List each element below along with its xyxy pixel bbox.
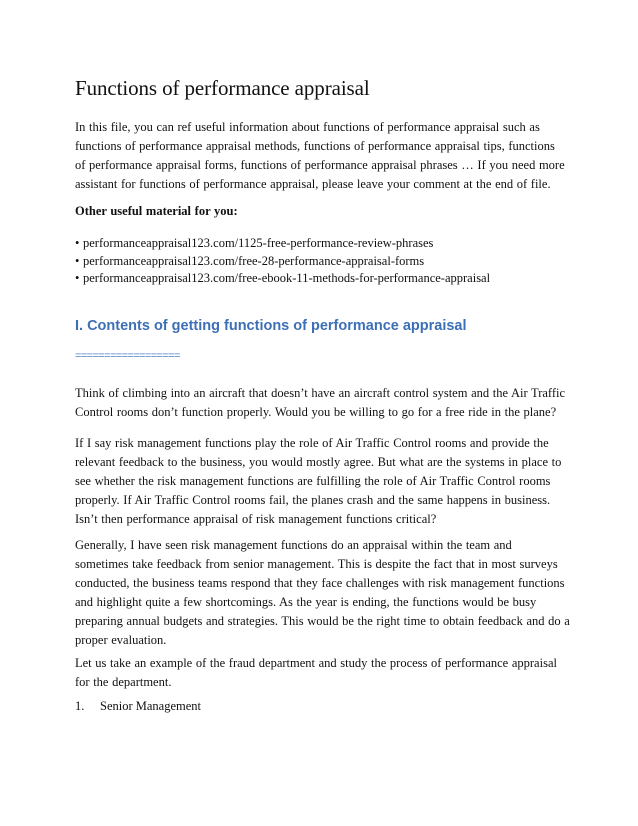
paragraph-line: If I say risk management functions play the role of Air Traffic Control rooms and provide the xyxy=(75,436,549,450)
intro-line: of performance appraisal forms, functions of performance appraisal phrases … If you need more xyxy=(75,158,565,172)
intro-line: In this file, you can ref useful information about functions of performance appraisal such as xyxy=(75,120,540,134)
paragraph-1 xyxy=(75,384,575,422)
intro-line: functions of performance appraisal methods, functions of performance appraisal tips, functions xyxy=(75,139,555,153)
link-text[interactable]: performanceappraisal123.com/free-28-performance-appraisal-forms xyxy=(83,253,425,268)
intro-line: assistant for functions of performance appraisal, please leave your comment at the end of file. xyxy=(75,177,551,191)
paragraph-line: Think of climbing into an aircraft that doesn’t have an aircraft control system and the Air Traffic xyxy=(75,386,566,400)
link-text[interactable]: performanceappraisal123.com/free-ebook-11-methods-for-performance-appraisal xyxy=(83,271,491,285)
document-title: Functions of performance appraisal xyxy=(75,76,370,100)
list-item-text: Senior Management xyxy=(100,699,202,713)
intro-paragraph xyxy=(75,118,575,194)
paragraph-2 xyxy=(75,434,575,529)
paragraph-line: properly. If Air Traffic Control rooms fail, the planes crash and the same happens in business. xyxy=(75,493,551,507)
link-list xyxy=(75,235,490,288)
paragraph-3 xyxy=(75,536,575,650)
paragraph-line: Control rooms don’t function properly. Would you be willing to go for a free ride in the plane? xyxy=(75,405,557,419)
section-heading: I. Contents of getting functions of performance appraisal xyxy=(75,318,467,334)
other-material-label: Other useful material for you: xyxy=(75,204,238,218)
paragraph-line: Isn’t then performance appraisal of risk management functions critical? xyxy=(75,512,437,526)
paragraph-4 xyxy=(75,654,575,692)
paragraph-line: Let us take an example of the fraud department and study the process of performance appraisal xyxy=(75,656,557,670)
paragraph-line: for the department. xyxy=(75,675,172,689)
link-item[interactable] xyxy=(75,270,490,288)
separator-line: ================== xyxy=(75,350,180,362)
paragraph-line: Generally, I have seen risk management functions do an appraisal within the team and xyxy=(75,538,512,552)
paragraph-line: preparing annual budgets and strategies. This would be the right time to obtain feedback and do a xyxy=(75,614,570,628)
link-item[interactable] xyxy=(75,235,490,253)
paragraph-line: relevant feedback to the business, you would mostly agree. But what are the systems in place to xyxy=(75,455,562,469)
bullet-icon: • xyxy=(75,253,80,268)
bullet-icon: • xyxy=(75,236,80,250)
link-text[interactable]: performanceappraisal123.com/1125-free-performance-review-phrases xyxy=(83,236,434,250)
bullet-icon: • xyxy=(75,271,80,285)
list-number: 1. xyxy=(75,699,85,713)
paragraph-line: see whether the risk management functions are fulfilling the role of Air Traffic Control rooms xyxy=(75,474,551,488)
paragraph-line: sometimes take feedback from senior management. This is despite the fact that in most surveys xyxy=(75,557,558,571)
numbered-list-item xyxy=(75,697,201,716)
paragraph-line: and highlight quite a few shortcomings. As the year is ending, the functions would be busy xyxy=(75,595,537,609)
paragraph-line: proper evaluation. xyxy=(75,633,167,647)
paragraph-line: conducted, the business teams respond that they face challenges with risk management functions xyxy=(75,576,565,590)
link-item[interactable] xyxy=(75,253,490,271)
